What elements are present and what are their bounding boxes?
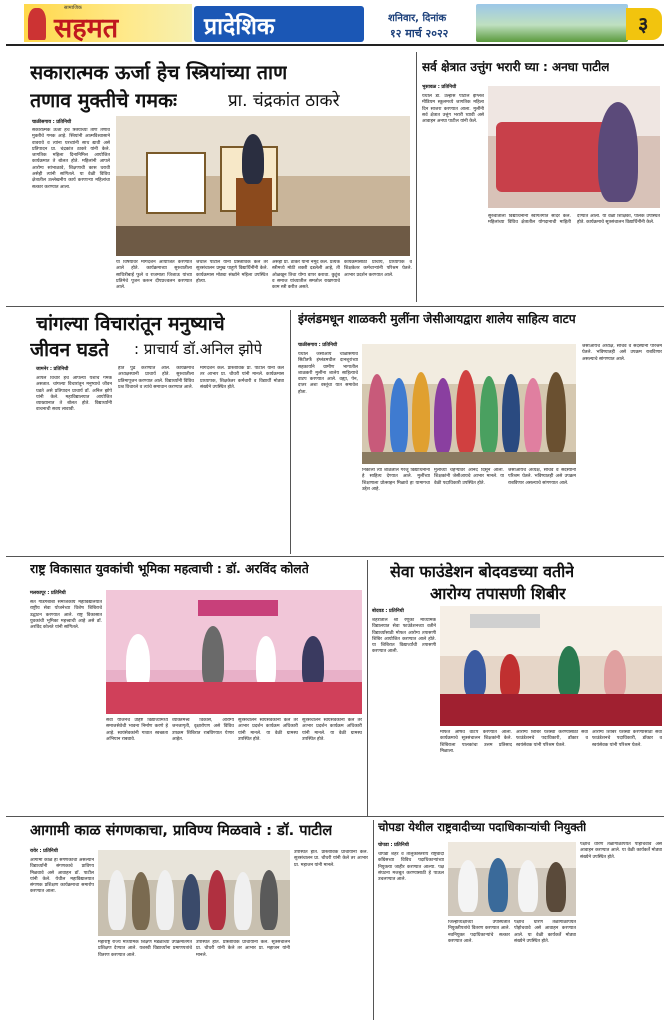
article-column: या विषयावर मार्गदर्शन आयोजित करण्यात आले होते. कार्यक्रमाच्या सुरुवातीला सावित्रीबाई फुले व राजमाता जिजाऊ यांच्या प्रतिमेचे पूजन करून दीपप्रज्वलन करण्यात आले. [116, 260, 192, 291]
article-headline-speaker: प्रा. चंद्रकांत ठाकरे [228, 91, 340, 111]
article-column: जिल्हाध्यक्षांच्या उपस्थितीत नियुक्तीपत्रांचे वितरण करण्यात आले. नवनियुक्त पदाधिकाऱ्यांचे सत्कार करण्यात आले. [448, 920, 510, 944]
article-column: सूत्रसंचालन स्वयंसेवकांनी केले तर आभार प्रदर्शन कार्यक्रम अधिकारी यांनी मानले. या वेळी ग्रामस्थ उपस्थित होते. [302, 718, 362, 742]
article-column: शहरातील श्री रेणुका माध्यमिक विद्यालयात सेवा फाउंडेशनच्या वतीने विद्यार्थ्यांसाठी मोफत आरोग्य तपासणी शिबिर आयोजित करण्यात आले होते. या शिबिरात विद्यार्थ्यांची तपासणी करण्यात आली. [372, 618, 436, 655]
masthead [6, 2, 664, 46]
article-column: पक्षाचे धोरण तळागाळापर्यंत पोहोचवावे असे आवाहन करण्यात आले. या वेळी कार्यकर्ते मोठ्या संख्येने उपस्थित होते. [514, 920, 576, 944]
article-column: मुलींच्या चेहऱ्यावर आनंद दिसून आला. शिक्षकांनी जेसीआयचे आभार मानले. या वेळी पदाधिकारी उपस्थित होते. [434, 468, 504, 486]
article-headline: सकारात्मक ऊर्जा हेच स्त्रियांच्या ताण [30, 61, 288, 84]
article-computer-era [0, 818, 372, 1024]
article-column: हाते पुढे करण्यात आले. कार्यक्रमाचे अध्यक्षस्थानी प्राचार्य होते. सुरुवातीला प्रतिमापूजन करण्यात आले. विद्यार्थ्यांनी विविध प्रश्न विचारले व त्यांचे समाधान करण्यात आले. [118, 366, 194, 390]
article-column: उपस्थित होते. प्रास्ताविक प्राचार्यांनी केले. सूत्रसंचालन प्रा. चौधरी यांनी केले तर आभार प्रा. महाजन यांनी मानले. [196, 940, 290, 958]
masthead-logo-figure-icon [28, 8, 46, 40]
article-column: कार्यक्रमासाठी प्राचार्य, प्राध्यापक व शिक्षकेतर कर्मचाऱ्यांनी परिश्रम घेतले. आभार प्रदर्शन करण्यात आले. [344, 260, 412, 278]
article-headline: चांगल्या विचारांतून मनुष्याचे [36, 313, 225, 335]
article-photo [98, 850, 290, 936]
article-column: येथील जेसीआय चाळीसगाव सिटीतर्फे इंग्लंडमधील दानशूरांच्या सहकार्याने ग्रामीण भागातील शाळकरी मुलींना शालेय साहित्याचे वाटप करण्यात आले. वह्या, पेन, दप्तर अशा वस्तूंचा यात समावेश होता. [298, 352, 358, 395]
article-headline: सेवा फाउंडेशन बोदवडच्या वतीने [390, 562, 575, 581]
article-photo [440, 606, 662, 726]
section-title: प्रादेशिक [204, 14, 275, 40]
article-headline-speaker: : प्राचार्य डॉ.अनिल झोपे [134, 340, 263, 358]
article-headline: जीवन घडते [30, 339, 109, 361]
article-column: आगामी काळ हा संगणकाचा असल्याने विद्यार्थ्यांनी संगणकाचे प्राविण्य मिळवावे असे आवाहन डॉ. पाटील यांनी केले. येथील महाविद्यालयात संगणक प्रशिक्षण कार्यक्रमाचा समारोप करण्यात आला. [30, 858, 94, 895]
article-headline: चोपडा येथील राष्ट्रवादीच्या पदाधिकाऱ्यांची नियुक्ती [378, 820, 587, 834]
article-column: असेही प्रा. ठाकरे यांनी नमूद केले. प्रत्येक स्त्रीमध्ये मोठी शक्ती दडलेली आहे, ती ओळखून तिचा योग्य वापर करावा. कुटुंब व समाज यांच्यातील समतोल राखण्याचे काम स्त्री करीत असते. [272, 260, 340, 291]
article-column: मोफत औषधे वाटप करण्यात आली. कार्यक्रमाचे सूत्रसंचालन शिक्षकांनी केले. शिबिराला पालकांचा उत्तम प्रतिसाद मिळाला. [440, 730, 512, 754]
column-rule [416, 52, 417, 302]
article-column: चोपडा शहर व तालुकास्तरीय राष्ट्रवादी काँग्रेसच्या विविध पदाधिकाऱ्यांच्या नियुक्त्या जाहीर करण्यात आल्या. पक्ष संघटना मजबूत करण्यासाठी हे पाऊल उचलण्यात आले. [378, 852, 444, 883]
article-column: सुरुवातीला विद्यार्थिनींनी स्वागतगीत सादर केले. महिलांच्या विविध क्षेत्रातील योगदानाची माहिती देण्यात आली. या वेळी शिक्षिका, पालक उपस्थित होते. कार्यक्रमाचे सूत्रसंचालन विद्यार्थिनींनी केले. [488, 214, 660, 226]
page-number: ३ [638, 12, 649, 36]
horizontal-rule [6, 306, 664, 307]
article-headline: राष्ट्र विकासात युवकांची भूमिका महत्वाची : डॉ. अरविंद कोलते [30, 561, 309, 576]
column-rule [367, 560, 368, 816]
article-column: जेसीआयचे अध्यक्ष, सचिव व सदस्यांनी परिश्रम घेतले. भविष्यातही असे उपक्रम राबविणार असल्याचे सांगण्यात आले. [508, 468, 576, 486]
stage-table [440, 694, 662, 726]
article-column: मार्गदर्शन केले. प्रास्ताविक प्रा. पाटील यांनी केले तर आभार प्रा. चौधरी यांनी मानले. कार्यक्रमास प्राध्यापक, शिक्षकेतर कर्मचारी व विद्यार्थी मोठ्या संख्येने उपस्थित होते. [200, 366, 284, 390]
article-youth-nation [0, 558, 366, 816]
masthead-banner-image [476, 4, 628, 42]
article-column: पक्षाचे धोरण तळागाळापर्यंत पोहोचवावे असे आवाहन करण्यात आले. या वेळी कार्यकर्ते मोठ्या संख्येने उपस्थित होते. [580, 842, 662, 860]
article-photo [448, 842, 576, 916]
article-column: आरोग्य शिबिर यशस्वी करण्यासाठी सेवा फाउंडेशनचे पदाधिकारी, डॉक्टर व स्वयंसेवक यांनी परिश्रम घेतले. [592, 730, 662, 748]
stage-table [106, 682, 362, 714]
banner-graphic [470, 614, 540, 628]
article-headline: तणाव मुक्तीचे गमकः [30, 89, 177, 112]
article-headline: इंग्लंडमधून शाळकरी मुलींना जेसीआयद्वारा शालेय साहित्य वाटप [298, 312, 576, 326]
column-rule [290, 310, 291, 554]
article-health-camp [370, 558, 666, 816]
article-column: आरोग्य शिबिर यशस्वी करण्यासाठी सेवा फाउंडेशनचे पदाधिकारी, डॉक्टर व स्वयंसेवक यांनी परिश्रम घेतले. [516, 730, 588, 748]
article-column: महाराष्ट्र राज्य माध्यमिक शिक्षण मंडळाच्या उपक्रमांतर्गत प्रशिक्षण देण्यात आले. यशस्वी विद्यार्थ्यांना प्रमाणपत्रांचे वितरण करण्यात आले. [98, 940, 192, 958]
article-women-energy [0, 48, 416, 306]
article-anagha-patil [420, 48, 666, 306]
speaker-figure [598, 102, 638, 202]
article-dateline: भुसावळ : प्रतिनिधी [422, 85, 457, 90]
column-rule [373, 820, 374, 1020]
masthead-day-label: शनिवार, दिनांक [388, 13, 447, 24]
article-photo [116, 116, 410, 256]
portrait-frame [146, 152, 206, 214]
article-good-thoughts [0, 308, 288, 556]
article-photo [488, 86, 660, 208]
article-dateline: जामनेर : प्रतिनिधी [36, 367, 69, 372]
article-dateline: चोपडा : प्रतिनिधी [378, 843, 409, 848]
horizontal-rule [6, 556, 664, 557]
article-column: व्यक्तिमत्त्व विकास, आरोग्य जनजागृती, वृक्षारोपण असे विविध उपक्रम शिबिरात राबविण्यात येणार आहेत. [172, 718, 234, 742]
article-photo [362, 344, 576, 464]
masthead-logo: सहमत [54, 13, 119, 44]
article-column: उपस्थित होते. प्रास्ताविक प्राचार्यांनी केले. सूत्रसंचालन प्रा. चौधरी यांनी केले तर आभार प्रा. महाजन यांनी मानले. [294, 850, 368, 868]
article-dateline: बोदवड : प्रतिनिधी [372, 609, 404, 614]
article-jci-school-supplies [292, 308, 666, 556]
masthead-logo-small: सामाजिक [64, 5, 82, 11]
article-dateline: चाळीसगाव : प्रतिनिधी [32, 120, 72, 125]
article-column: संत गाडगेबाबा समाजकार्य महाविद्यालयात राष्ट्रीय सेवा योजनेच्या विशेष शिबिराचे उद्घाटन करण्यात आले. राष्ट्र विकासात युवकांची भूमिका महत्त्वाची आहे असे डॉ. अरविंद कोलते यांनी सांगितले. [30, 600, 102, 631]
article-headline: सर्व क्षेत्रात उत्तुंग भरारी घ्या : अनघा पाटील [422, 60, 610, 74]
article-ncp-appointments [376, 818, 666, 1024]
speaker-figure [242, 134, 264, 184]
horizontal-rule [6, 816, 664, 817]
masthead-date: १२ मार्च २०२२ [390, 27, 449, 40]
article-column: जेसीआयचे अध्यक्ष, सचिव व सदस्यांनी परिश्रम घेतले. भविष्यातही असे उपक्रम राबविणार असल्याचे सांगण्यात आले. [582, 344, 662, 362]
article-headline: आगामी काळ संगणकाचा, प्राविण्य मिळवावे : डॉ. पाटील [30, 822, 333, 839]
article-photo [106, 590, 362, 714]
article-dateline: रावेर : प्रतिनिधी [30, 849, 58, 854]
article-column: सेवा योजनेचे उद्दिष्ट विद्यार्थ्यांमध्ये समाजसेवेची भावना निर्माण करणे हे आहे. स्वयंसेवकांनी गावात स्वच्छता अभियान राबवावे. [106, 718, 168, 742]
article-column: सकारात्मक ऊर्जा हेच स्त्रियांच्या ताण तणाव मुक्तीचे गमक आहे. स्त्रियांनी आत्मविश्वासाने वावरावे व त्यांना घरच्यांनी साथ द्यावी असे प्रतिपादन प्रा. चंद्रकांत ठाकरे यांनी केले. जागतिक महिला दिनानिमित्त आयोजित कार्यक्रमात ते बोलत होते. महिलांनी आपले आरोग्य सांभाळावे, शिक्षणाची कास धरावी असेही त्यांनी सांगितले. या वेळी विविध क्षेत्रातील उल्लेखनीय कार्य करणाऱ्या महिलांचा सत्कार करण्यात आला. [32, 128, 110, 190]
article-headline: आरोग्य तपासणी शिबीर [430, 584, 566, 603]
article-column: आपले विचार हेच आपल्या यशाचे गमक असतात. चांगल्या विचारांतून मनुष्याचे जीवन घडते असे प्रतिपादन प्राचार्य डॉ. अनिल झोपे यांनी केले. महाविद्यालयात आयोजित व्याख्यानात ते बोलत होते. विद्यार्थ्यांनी वाचनाची सवय लावावी. [36, 376, 112, 413]
article-column: सूत्रसंचालन स्वयंसेवकांनी केले तर आभार प्रदर्शन कार्यक्रम अधिकारी यांनी मानले. या वेळी ग्रामस्थ उपस्थित होते. [238, 718, 298, 742]
article-dateline: चाळीसगाव : प्रतिनिधी [298, 343, 338, 348]
article-dateline: मलकापूर : प्रतिनिधी [30, 591, 66, 596]
article-column: निकाली त्या शाळेतील गरजू विद्यार्थिनींना हे साहित्य देण्यात आले. मुलींच्या शिक्षणाला प्रोत्साहन मिळावे हा यामागचा उद्देश आहे. [362, 468, 430, 492]
article-column: जेथील पाटील यांनी प्रास्ताविक केले तर सूत्रसंचालन प्रमुख पाहुणे विद्यार्थिनींनी केले. कार्यक्रमास मोठ्या संख्येने महिला उपस्थित होत्या. [196, 260, 268, 284]
article-column: येथील डॉ. उल्हास पाटील इंग्लिश मीडियम स्कूलमध्ये जागतिक महिला दिन साजरा करण्यात आला. मुलींनी सर्व क्षेत्रात उत्तुंग भरारी घ्यावी असे आवाहन अनघा पाटील यांनी केले. [422, 94, 484, 125]
